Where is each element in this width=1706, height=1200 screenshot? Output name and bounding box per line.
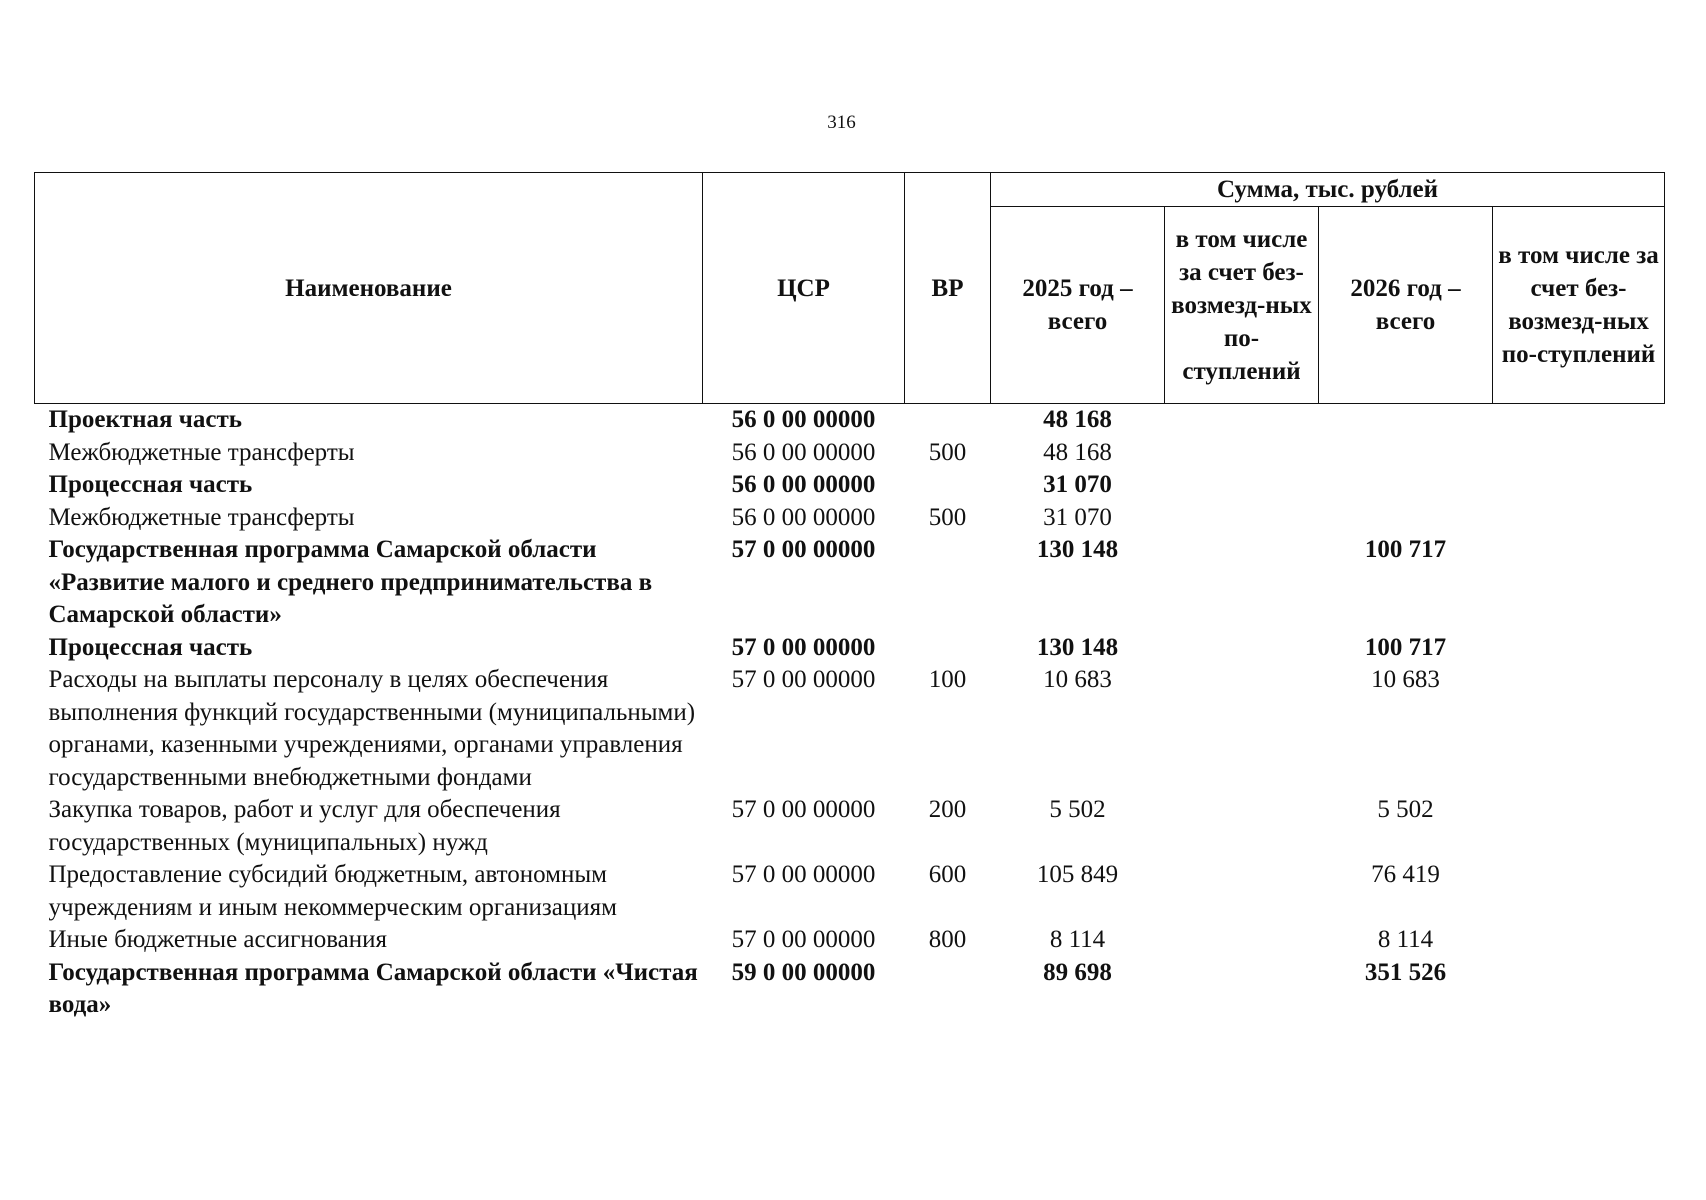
- row-2025-total: 5 502: [1049, 796, 1106, 823]
- row-vr: 500: [928, 503, 967, 531]
- row-csr: 57 0 00 00000: [731, 796, 876, 823]
- header-sum-group: Сумма, тыс. рублей: [991, 173, 1665, 207]
- row-csr: 59 0 00 00000: [731, 958, 876, 986]
- row-2026-total: 10 683: [1371, 666, 1440, 693]
- row-vr: 100: [928, 666, 967, 693]
- header-2025-grants: в том числе за счет без-возмезд-ных по-ступлений: [1165, 207, 1319, 404]
- table-row: [35, 957, 1665, 1022]
- budget-table: [34, 172, 1665, 1022]
- row-name: Закупка товаров, работ и услуг для обеспечения государственных (муниципальных) нужд: [48, 796, 561, 856]
- row-2025-grants: [1165, 534, 1319, 632]
- row-2026-grants: [1493, 664, 1665, 794]
- row-2025-grants: [1165, 664, 1319, 794]
- row-2025-total: 89 698: [1043, 958, 1112, 986]
- table-row: [35, 469, 1665, 502]
- row-2025-grants: [1165, 502, 1319, 535]
- row-csr: 57 0 00 00000: [731, 861, 876, 888]
- row-vr: 200: [928, 796, 967, 823]
- row-vr: 500: [928, 438, 967, 466]
- row-2025-grants: [1165, 957, 1319, 1022]
- row-2026-grants: [1493, 469, 1665, 502]
- row-csr: 57 0 00 00000: [731, 536, 876, 563]
- row-2026-grants: [1493, 534, 1665, 632]
- row-2025-total: 8 114: [1049, 926, 1106, 953]
- row-csr: 57 0 00 00000: [731, 633, 876, 661]
- row-name: Процессная часть: [48, 471, 253, 498]
- row-2025-grants: [1165, 924, 1319, 957]
- row-2026-grants: [1493, 957, 1665, 1022]
- table-body: [35, 404, 1665, 1022]
- row-name: Иные бюджетные ассигнования: [48, 926, 388, 953]
- table-row: [35, 664, 1665, 794]
- row-2025-total: 31 070: [1043, 471, 1112, 498]
- header-vr: ВР: [905, 173, 991, 404]
- row-2025-grants: [1165, 404, 1319, 437]
- row-2026-total: [1319, 469, 1493, 502]
- table-row: [35, 794, 1665, 859]
- row-2026-total: [1319, 502, 1493, 535]
- table-row: [35, 632, 1665, 665]
- row-2025-grants: [1165, 794, 1319, 859]
- row-2025-total: 48 168: [1043, 438, 1112, 466]
- row-vr: 600: [928, 861, 967, 888]
- row-csr: 57 0 00 00000: [731, 666, 876, 693]
- row-vr: [905, 469, 991, 502]
- row-2025-total: 31 070: [1043, 503, 1112, 531]
- row-2026-grants: [1493, 502, 1665, 535]
- row-2026-total: 100 717: [1364, 633, 1447, 661]
- row-vr: [905, 534, 991, 632]
- row-vr: [905, 957, 991, 1022]
- row-2026-grants: [1493, 404, 1665, 437]
- row-name: Государственная программа Самарской области «Чистая вода»: [48, 958, 698, 1018]
- row-csr: 56 0 00 00000: [731, 438, 876, 466]
- row-csr: 57 0 00 00000: [731, 926, 876, 953]
- table-row: [35, 437, 1665, 470]
- row-csr: 56 0 00 00000: [731, 503, 876, 531]
- row-name: Расходы на выплаты персоналу в целях обеспечения выполнения функций государственными (муниципальными) органами, казенными учреждениями, органами управления государственными внебюджетными фондами: [48, 666, 696, 791]
- row-2025-total: 130 148: [1036, 536, 1119, 563]
- row-2025-grants: [1165, 469, 1319, 502]
- row-2026-grants: [1493, 859, 1665, 924]
- row-name: Процессная часть: [48, 633, 253, 661]
- table-row: [35, 534, 1665, 632]
- row-vr: 800: [928, 926, 967, 953]
- table-row: [35, 404, 1665, 437]
- row-csr: 56 0 00 00000: [731, 406, 876, 433]
- row-name: Межбюджетные трансферты: [48, 503, 355, 531]
- row-csr: 56 0 00 00000: [731, 471, 876, 498]
- row-name: Государственная программа Самарской области «Развитие малого и среднего предпринимательства в Самарской области»: [48, 536, 653, 628]
- row-2026-total: 100 717: [1364, 536, 1447, 563]
- header-csr: ЦСР: [703, 173, 905, 404]
- table-row: [35, 502, 1665, 535]
- row-2025-grants: [1165, 859, 1319, 924]
- row-2026-grants: [1493, 924, 1665, 957]
- header-2025-total: 2025 год – всего: [991, 207, 1165, 404]
- row-2026-total: 8 114: [1377, 926, 1434, 953]
- table-row: [35, 859, 1665, 924]
- row-2025-grants: [1165, 632, 1319, 665]
- header-2026-total: 2026 год – всего: [1319, 207, 1493, 404]
- row-2026-total: 76 419: [1371, 861, 1440, 888]
- row-2026-total: [1319, 404, 1493, 437]
- row-2026-grants: [1493, 437, 1665, 470]
- row-name: Проектная часть: [48, 406, 243, 433]
- table-header: [35, 173, 1665, 404]
- row-2025-grants: [1165, 437, 1319, 470]
- table-row: [35, 924, 1665, 957]
- row-2025-total: 130 148: [1036, 633, 1119, 661]
- row-2026-total: 5 502: [1377, 796, 1434, 823]
- row-2026-grants: [1493, 794, 1665, 859]
- row-name: Предоставление субсидий бюджетным, автономным учреждениям и иным некоммерческим организациям: [48, 861, 617, 921]
- row-2026-grants: [1493, 632, 1665, 665]
- row-2025-total: 10 683: [1043, 666, 1112, 693]
- row-2026-total: 351 526: [1364, 958, 1447, 986]
- header-2026-grants: в том числе за счет без-возмезд-ных по-ступлений: [1493, 207, 1665, 404]
- row-vr: [905, 632, 991, 665]
- row-name: Межбюджетные трансферты: [48, 438, 355, 466]
- page-number: 316: [827, 112, 856, 133]
- row-2026-total: [1319, 437, 1493, 470]
- row-vr: [905, 404, 991, 437]
- header-name: Наименование: [35, 173, 703, 404]
- row-2025-total: 48 168: [1043, 406, 1112, 433]
- row-2025-total: 105 849: [1036, 861, 1119, 888]
